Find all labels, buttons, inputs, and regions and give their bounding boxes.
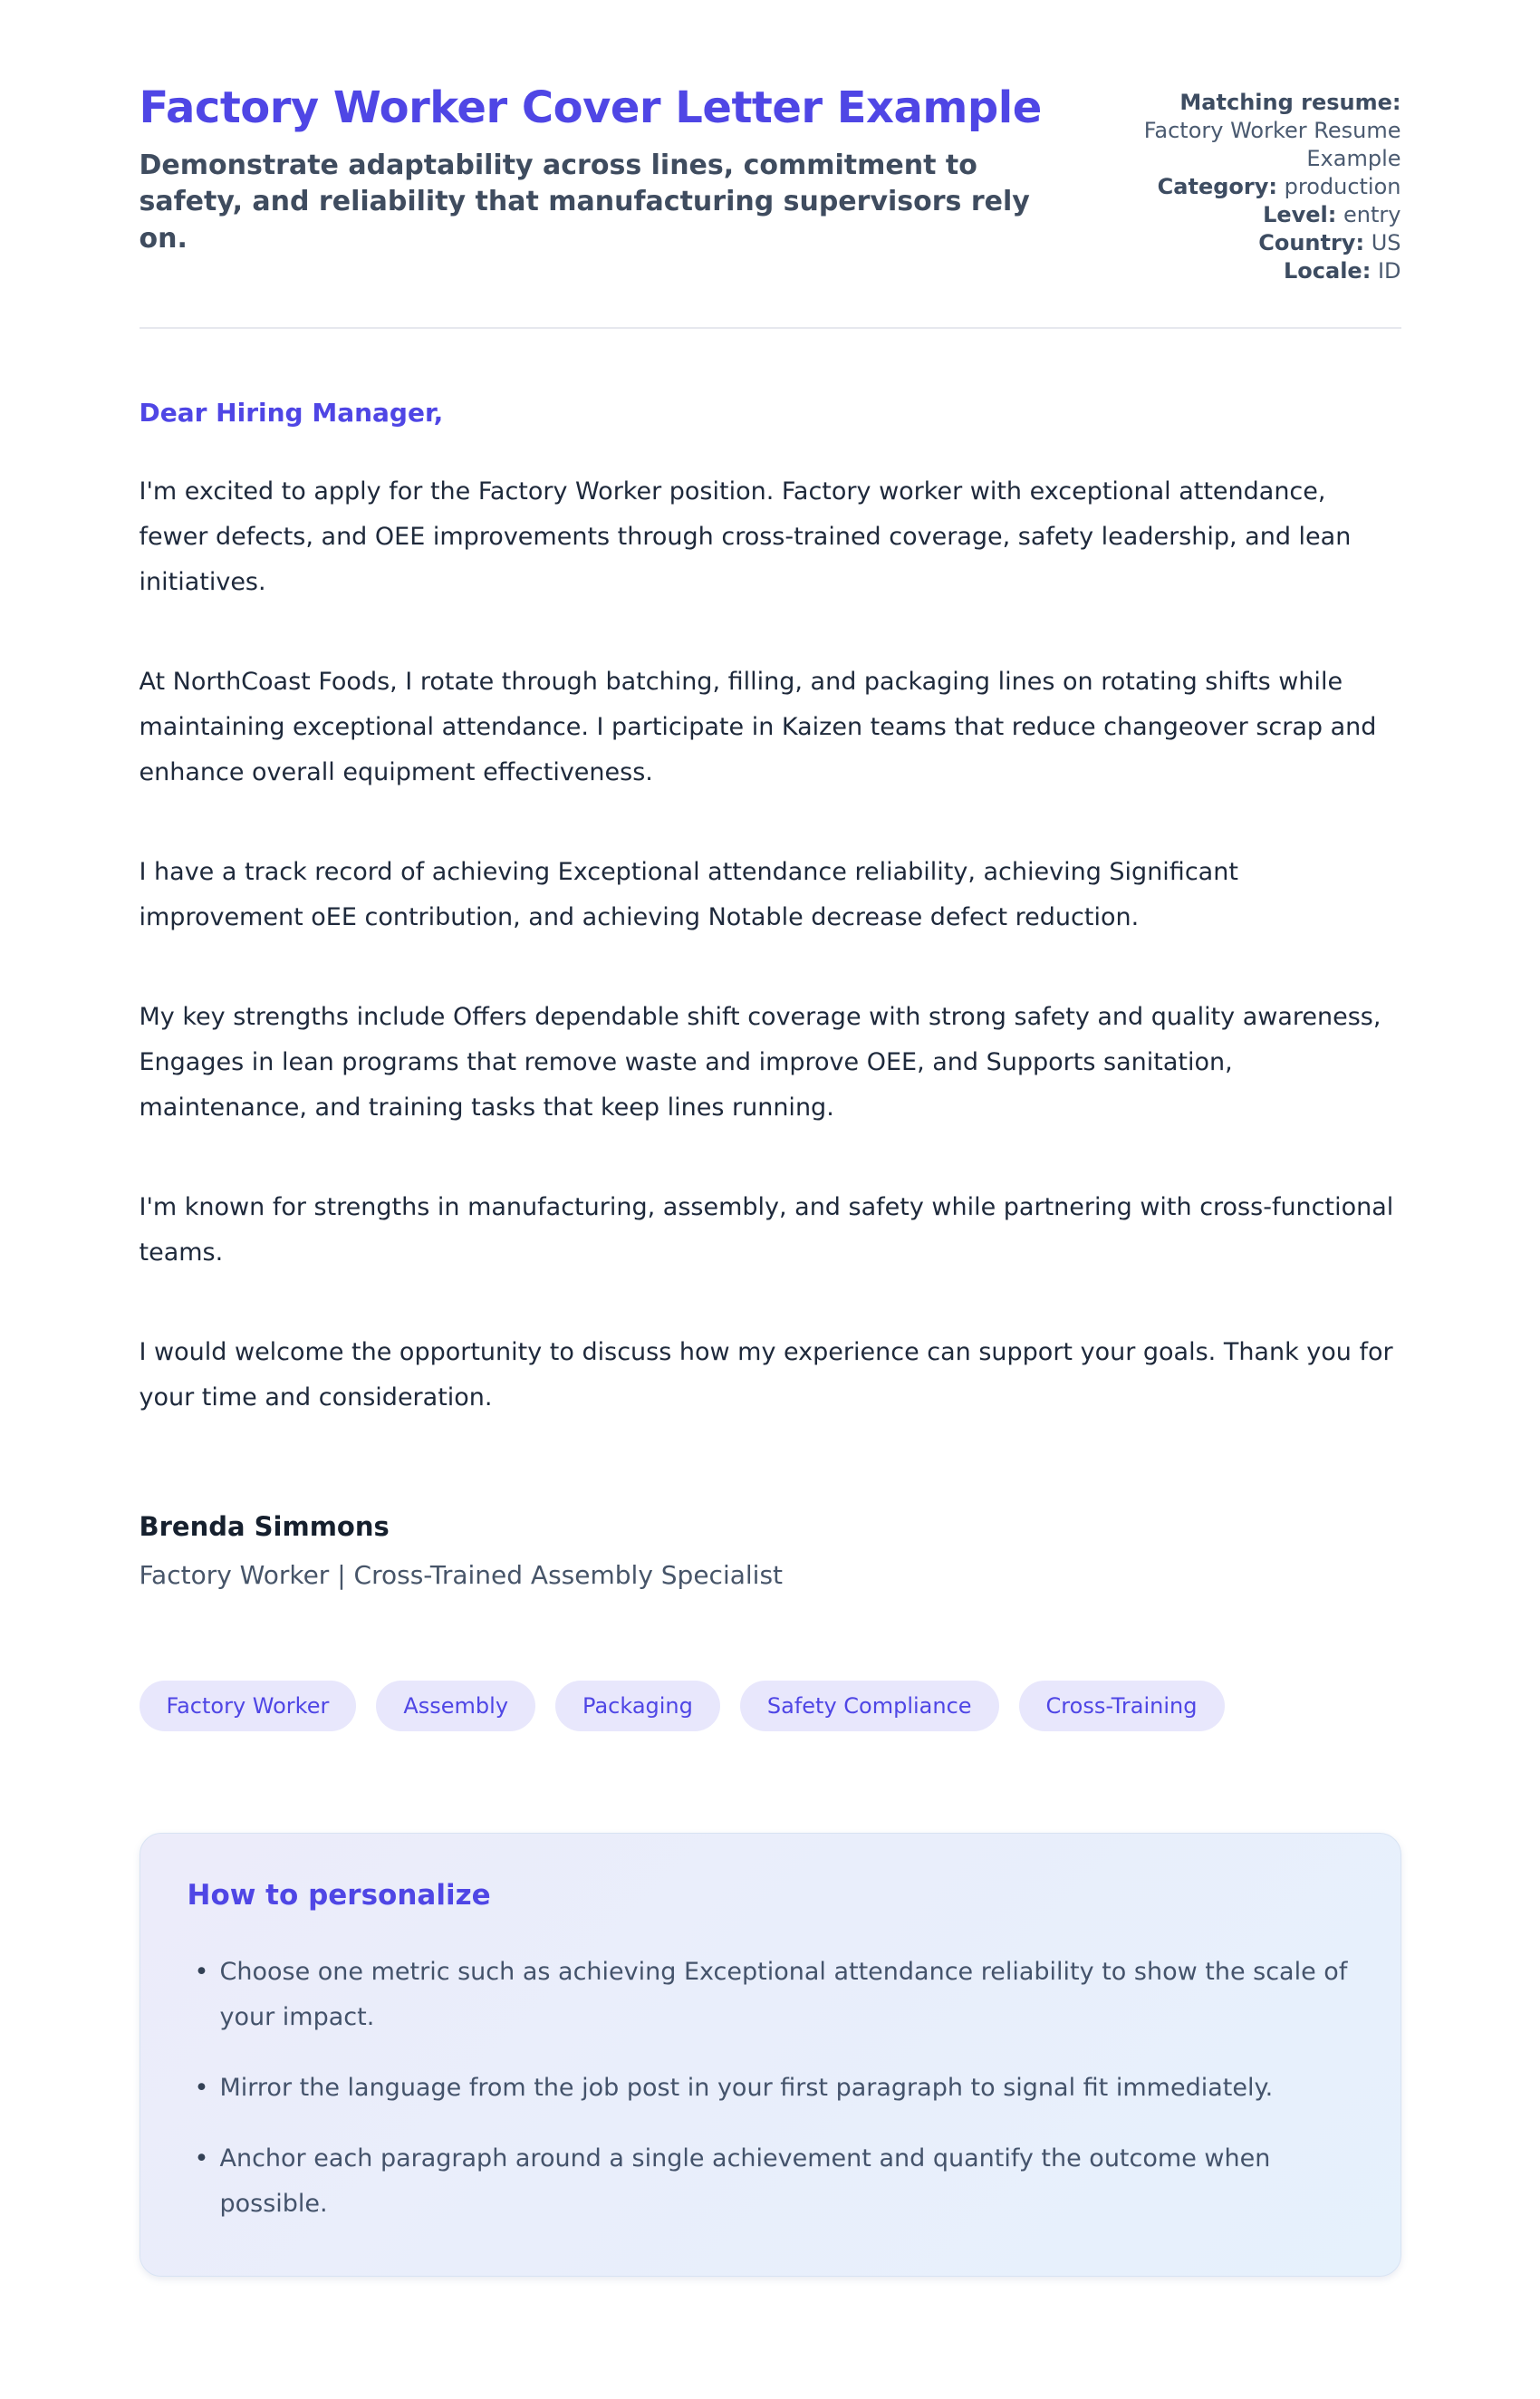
header-left: [140, 82, 1045, 258]
tip-item: • Mirror the language from the job post in your first paragraph to signal fit immediately.: [188, 2066, 1353, 2111]
meta-category-value: production: [1284, 174, 1401, 199]
page-title: Factory Worker Cover Letter Example: [139, 82, 1042, 133]
signature-role: Factory Worker | Cross-Trained Assembly Specialist: [139, 1560, 784, 1590]
page-subtitle: Demonstrate adaptability across lines, commitment to safety, and reliability that manufacturing supervisors rely on.: [139, 149, 1030, 255]
meta-category-label: Category:: [1157, 174, 1277, 199]
page-container: [140, 0, 1401, 2277]
meta-country-label: Country:: [1258, 230, 1365, 255]
meta-level-label: Level:: [1263, 202, 1337, 227]
page-header: [140, 82, 1401, 285]
tag-list: [140, 1681, 1401, 1731]
how-to-personalize-title: How to personalize: [187, 1879, 491, 1912]
tips-list: [188, 1950, 1353, 2227]
meta-level-value: entry: [1343, 202, 1401, 227]
resume-meta-block: [1068, 82, 1401, 285]
signature-block: [140, 1511, 1401, 1590]
meta-category: [1068, 173, 1401, 201]
matching-resume-value: Factory Worker Resume Example: [1143, 118, 1401, 171]
tag-factory-worker[interactable]: Factory Worker: [140, 1681, 357, 1731]
meta-locale: [1068, 257, 1401, 285]
how-to-personalize-box: [140, 1833, 1401, 2277]
matching-resume-label: [1068, 89, 1401, 117]
letter-paragraph: My key strengths include Offers dependable shift coverage with strong safety and quality awareness, Engages in lean programs that remove waste and improve OEE, and Supports sanitation, maintenance, and training tasks that keep lines running.: [139, 1003, 1381, 1122]
meta-country-value: US: [1371, 230, 1401, 255]
signature-name: Brenda Simmons: [139, 1511, 390, 1542]
tag-safety-compliance[interactable]: Safety Compliance: [740, 1681, 999, 1731]
letter-paragraph: I would welcome the opportunity to discuss how my experience can support your goals. Thank you for your time and consideration.: [139, 1338, 1393, 1411]
letter-paragraph: I'm known for strengths in manufacturing, assembly, and safety while partnering with cross-functional teams.: [139, 1193, 1394, 1267]
tag-packaging[interactable]: Packaging: [555, 1681, 720, 1731]
header-divider: [140, 327, 1401, 329]
letter-paragraph: At NorthCoast Foods, I rotate through batching, filling, and packaging lines on rotating shifts while maintaining exceptional attendance. I participate in Kaizen teams that reduce changeover scrap and enhance overall equipment effectiveness.: [139, 668, 1377, 786]
meta-locale-label: Locale:: [1283, 258, 1372, 284]
meta-country: [1068, 229, 1401, 257]
tip-item: • Anchor each paragraph around a single achievement and quantify the outcome when possible.: [188, 2136, 1353, 2227]
tip-item: • Choose one metric such as achieving Exceptional attendance reliability to show the scale of your impact.: [188, 1950, 1353, 2040]
letter-paragraph: I'm excited to apply for the Factory Worker position. Factory worker with exceptional attendance, fewer defects, and OEE improvements through cross-trained coverage, safety leadership, and lean initiatives.: [139, 477, 1352, 596]
cover-letter-body: [140, 398, 1401, 1590]
letter-greeting: Dear Hiring Manager,: [139, 398, 444, 428]
meta-level: [1068, 201, 1401, 229]
tag-cross-training[interactable]: Cross-Training: [1019, 1681, 1225, 1731]
meta-locale-value: ID: [1377, 258, 1401, 284]
matching-resume-label-text: Matching resume:: [1179, 90, 1401, 115]
tag-assembly[interactable]: Assembly: [376, 1681, 535, 1731]
letter-paragraph: I have a track record of achieving Exceptional attendance reliability, achieving Significant improvement oEE contribution, and achieving Notable decrease defect reduction.: [139, 858, 1238, 931]
